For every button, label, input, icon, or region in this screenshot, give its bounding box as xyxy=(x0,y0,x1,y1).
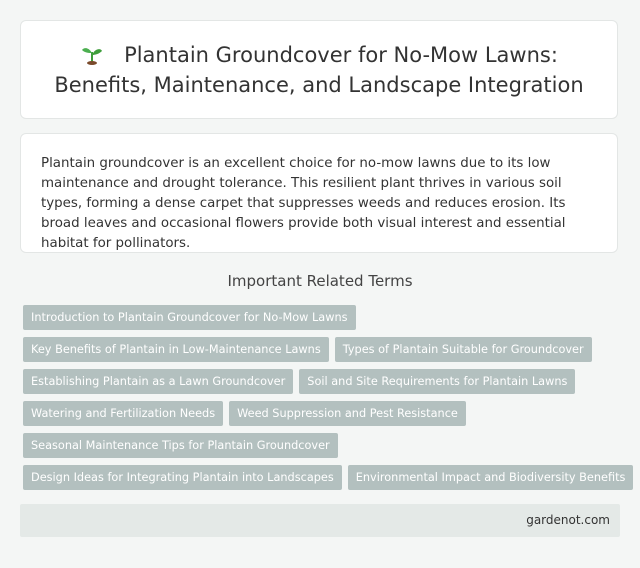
sprout-icon xyxy=(80,43,104,65)
related-terms-list xyxy=(23,305,626,497)
term-row xyxy=(23,433,623,458)
related-terms-heading: Important Related Terms xyxy=(227,272,413,290)
term-chip[interactable]: Establishing Plantain as a Lawn Groundcover xyxy=(23,369,293,394)
page-title-line-2: Benefits, Maintenance, and Landscape Integration xyxy=(54,72,584,97)
footer-site-link[interactable]: gardenot.com xyxy=(526,513,610,527)
term-chip[interactable]: Types of Plantain Suitable for Groundcover xyxy=(335,337,592,362)
term-chip[interactable]: Soil and Site Requirements for Plantain Lawns xyxy=(299,369,575,394)
term-chip[interactable]: Design Ideas for Integrating Plantain into Landscapes xyxy=(23,465,342,490)
term-chip[interactable]: Environmental Impact and Biodiversity Benefits xyxy=(348,465,634,490)
term-row xyxy=(23,305,623,330)
term-row xyxy=(23,401,623,426)
term-chip[interactable]: Key Benefits of Plantain in Low-Maintenance Lawns xyxy=(23,337,329,362)
term-row xyxy=(23,465,626,490)
term-chip[interactable]: Weed Suppression and Pest Resistance xyxy=(229,401,466,426)
footer xyxy=(20,504,620,537)
title-card xyxy=(20,20,618,119)
term-row xyxy=(23,369,623,394)
page-title-line-1 xyxy=(80,40,558,70)
term-chip[interactable]: Watering and Fertilization Needs xyxy=(23,401,223,426)
summary-card xyxy=(20,133,618,253)
term-chip[interactable]: Seasonal Maintenance Tips for Plantain Groundcover xyxy=(23,433,338,458)
term-chip[interactable]: Introduction to Plantain Groundcover for No-Mow Lawns xyxy=(23,305,356,330)
term-row xyxy=(23,337,623,362)
page-title-text-1: Plantain Groundcover for No-Mow Lawns: xyxy=(124,42,558,67)
summary-text: Plantain groundcover is an excellent choice for no-mow lawns due to its low maintenance and drought tolerance. This resilient plant thrives in various soil types, forming a dense carpet that suppresses weeds and reduces erosion. Its broad leaves and occasional flowers provide both visual interest and essential habitat for pollinators. xyxy=(41,156,566,251)
